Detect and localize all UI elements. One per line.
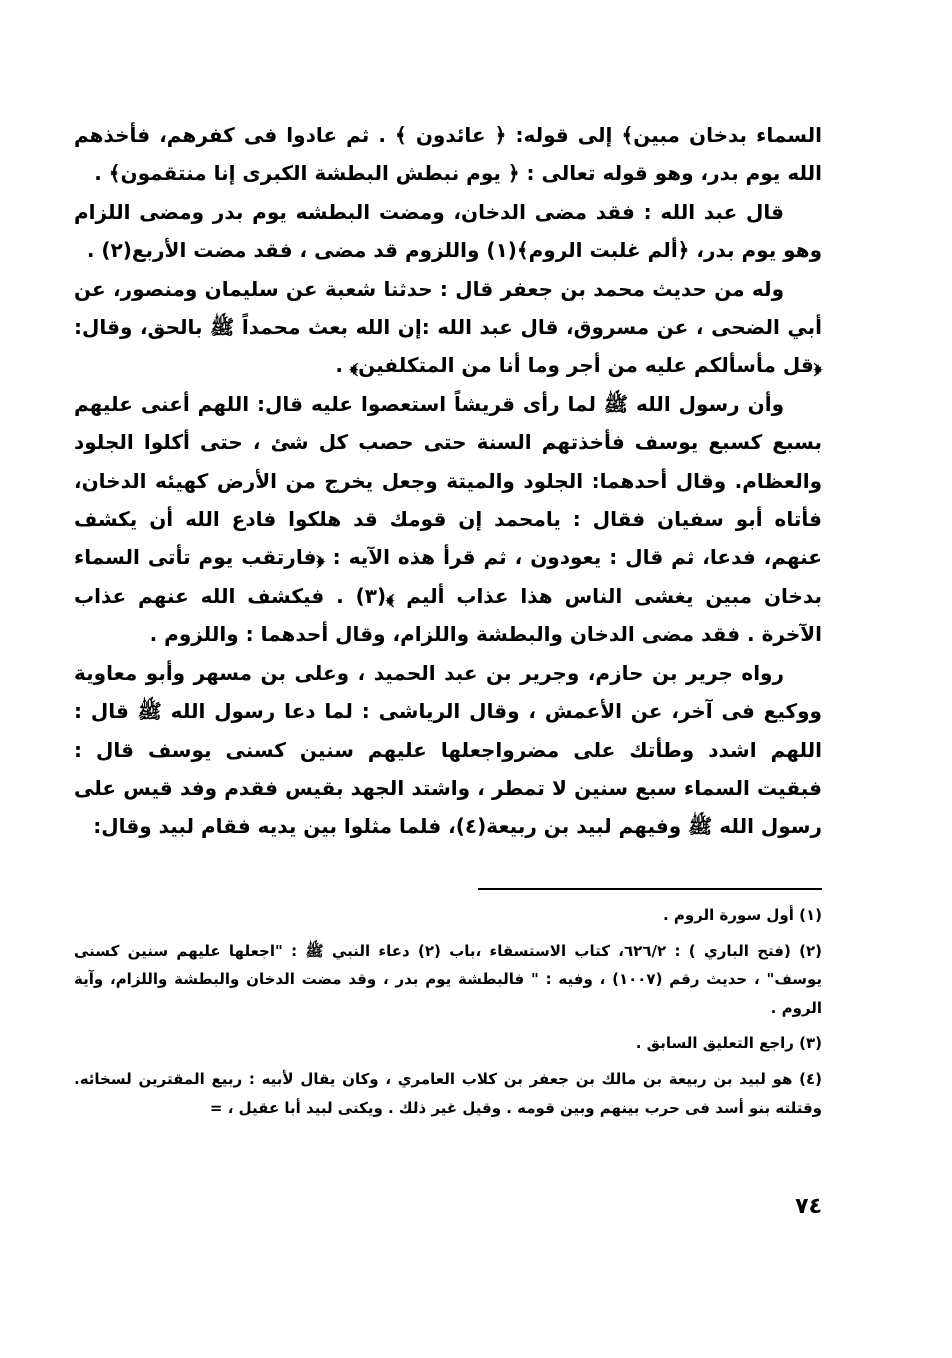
paragraph-1: السماء بدخان مبين﴾ إلى قوله: ﴿ عائدون ﴾ . ثم عادوا فى كفرهم، فأخذهم الله يوم بدر، وهو قوله تعالى : ﴿ يوم نبطش البطشة الكبرى إنا منتقمون﴾ .	[74, 123, 822, 186]
paragraph-3: وله من حديث محمد بن جعفر قال : حدثنا شعبة عن سليمان ومنصور، عن أبي الضحى ، عن مسروق، قال عبد الله :إن الله بعث محمداً ﷺ بالحق، وقال: ﴿قل مأسألكم عليه من أجر وما أنا من المتكلفين﴾ .	[74, 276, 822, 378]
page-number: ٧٤	[795, 1194, 822, 1219]
paragraph-5: رواه جرير بن حازم، وجرير بن عبد الحميد ، وعلى بن مسهر وأبو معاوية ووكيع فى آخر، عن الأعمش ، وقال الرياشى : لما دعا رسول الله ﷺ قال : اللهم اشدد وطأتك على مضرواجعلها عليهم سنين كسنى يوسف قال : فبقيت السماء سبع سنين لا تمطر ، واشتد الجهد بقيس فقدم وفد قيس على رسول الله ﷺ وفيهم لبيد بن ربيعة(٤)، فلما مثلوا بين يديه فقام لبيد وقال:	[74, 660, 822, 839]
main-text	[74, 116, 822, 846]
footnote-2: (٢) (فتح الباري ) : ٦٢٦/٢، كتاب الاستسقاء ،باب (٢) دعاء النبي ﷺ : "اجعلها عليهم سنين كسنى يوسف" ، حديث رقم (١٠٠٧) ، وفيه : " فالبطشة يوم بدر ، وقد مضت الدخان والبطشة واللزام، وآية الروم .	[74, 941, 823, 1017]
footnotes	[74, 901, 822, 1129]
footnote-4: (٤) هو لبيد بن ربيعة بن مالك بن جعفر بن كلاب العامري ، وكان يقال لأبيه : ربيع المقترين لسخائه. وقتلته بنو أسد فى حرب بينهم وبين قومه . وقيل غير ذلك . ويكنى لبيد أبا عقيل ، =	[74, 1069, 822, 1117]
footnote-3: (٣) راجع التعليق السابق .	[635, 1034, 822, 1053]
footnote-separator	[478, 888, 822, 890]
paragraph-2: قال عبد الله : فقد مضى الدخان، ومضت البطشه يوم بدر ومضى اللزام وهو يوم بدر، ﴿ألم غلبت الروم﴾(١) واللزوم قد مضى ، فقد مضت الأربع(٢) .	[74, 199, 822, 263]
footnote-1: (١) أول سورة الروم .	[662, 906, 822, 924]
paragraph-4: وأن رسول الله ﷺ لما رأى قريشاً استعصوا عليه قال: اللهم أعنى عليهم بسبع كسبع يوسف فأخذتهم السنة حتى حصب كل شئ ، حتى أكلوا الجلود والعظام. وقال أحدهما: الجلود والميتة وجعل يخرج من الأرض كهيئه الدخان، فأتاه أبو سفيان فقال : يامحمد إن قومك قد هلكوا فادع الله أن يكشف عنهم، فدعا، ثم قال : يعودون ، ثم قرأ هذه الآيه : ﴿فارتقب يوم تأتى السماء بدخان مبين يغشى الناس هذا عذاب أليم ﴾(٣) . فيكشف الله عنهم عذاب الآخرة . فقد مضى الدخان والبطشة واللزام، وقال أحدهما : واللزوم .	[74, 391, 823, 647]
